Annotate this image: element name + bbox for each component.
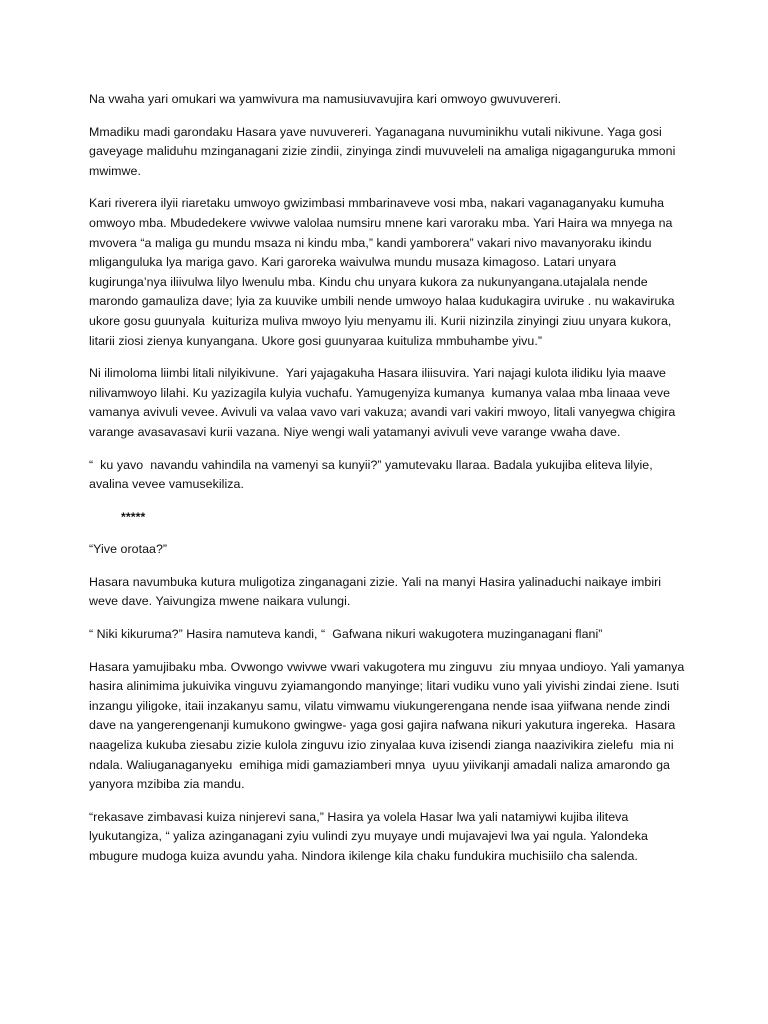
paragraph-5: “ ku yavo navandu vahindila na vamenyi sa kunyii?” yamutevaku llaraa. Badala yukujiba eliteva lilyie, avalina vevee vamusekiliza. — [89, 457, 657, 492]
paragraph-2: Mmadiku madi garondaku Hasara yave nuvuvereri. Yaganagana nuvuminikhu vutali nikivune. Yaga gosi gaveyage maliduhu mzinganagani zizie zindii, zinyinga zindi muvuveleli na amaliga nigaganguruka mmoni mwimwe. — [89, 124, 679, 178]
section-separator: ***** — [121, 509, 146, 524]
paragraph-4: Ni ilimoloma liimbi litali nilyikivune. Yari yajagakuha Hasara iliisuvira. Yari najagi kulota ilidiku lyia maave nilivamwoyo lilahi. Ku yazizagila kulyia vuchafu. Yamugenyiza kumanya kumanya valaa mba linaaa veve vamanya avivuli vevee. Avivuli va valaa vavo vari vakuza; avandi vari vakiri mwoyo, litali vanyegwa chigira varange avasavasavi kurii vazana. Niye wengi wali yatamanyi avivuli veve varange vwaha dave. — [89, 366, 679, 439]
paragraph-10: “rekasave zimbavasi kuiza ninjerevi sana,” Hasira ya volela Hasar lwa yali natamiywi kujiba iliteva lyukutangiza, “ yaliza azinganagani zyiu vulindi zyu muyaye undi mujavajevi lwa yai ngula. Yalondeka mbugure mudoga kuiza avundu yaha. Nindora ikilenge kila chaku fundukira muchisiilo cha salenda. — [89, 809, 652, 863]
paragraph-6: “Yive orotaa?” — [89, 542, 168, 557]
paragraph-3: Kari riverera ilyii riaretaku umwoyo gwizimbasi mmbarinaveve vosi mba, nakari vaganaganyaku kumuha omwoyo mba. Mbudedekere vwivwe valolaa numsiru mnene kari varoraku mba. Yari Haira wa mnyega na mvovera “a maliga gu mundu msaza ni kindu mba,” kandi yamborera” vakari nivo mavanyoraku ikindu mliganguluka lya mariga gavo. Kari garoreka waivulwa mundu musaza kimagoso. Latari unyara kugirunga’nya iliivulwa lilyo lwenulu mba. Kindu chu unyara kukora za nukunyangana.utajalala nende marondo gamauliza dave; lyia za kuuvike umbili nende umwoyo halaa kudukagira uviruke . nu wakaviruka ukore gosu guunyala kuituriza muliva mwoyo lyiu menyamu ili. Kurii nizinzila zinyingi ziuu unyara kukora, litarii ziosi zienya kunyangana. Ukore gosi guunyaraa kuituliza mmbuhambe yivu.” — [89, 196, 679, 348]
document-body — [89, 90, 692, 880]
paragraph-1: Na vwaha yari omukari wa yamwivura ma namusiuvavujira kari omwoyo gwuvuvereri. — [89, 92, 562, 106]
paragraph-8: “ Niki kikuruma?” Hasira namuteva kandi, “ Gafwana nikuri wakugotera muzinganagani flani” — [89, 627, 603, 642]
paragraph-9: Hasara yamujibaku mba. Ovwongo vwivwe vwari vakugotera mu zinguvu ziu mnyaa undioyo. Yali yamanya hasira alinimima jukuivika vinguvu zyiamangondo manyinge; litari vudiku vuno yali yivishi zindai ziene. Isuti inzangu yiligoke, itaii inzakanyu samu, vilatu vimwamu viukungerengana nende isaa yiifwana nende zindi dave na yangerengenanji kumukono gwingwe- yaga gosi gajira nafwana nikuri yakutura ingereka. Hasara naageliza kukuba ziesabu zizie kulola zinguvu izio zinyalaa kuva izisendi zianga naazivikira zielefu mia ni ndala. Waliuganaganyeku emihiga midi gamaziamberi mnya uyuu yiivikanji amadali naliza amarondo ga yanyora mzibiba zia mandu. — [89, 659, 692, 792]
paragraph-7: Hasara navumbuka kutura muligotiza zinganagani zizie. Yali na manyi Hasira yalinaduchi naikaye imbiri weve dave. Yaivungiza mwene naikara vulungi. — [89, 574, 665, 609]
